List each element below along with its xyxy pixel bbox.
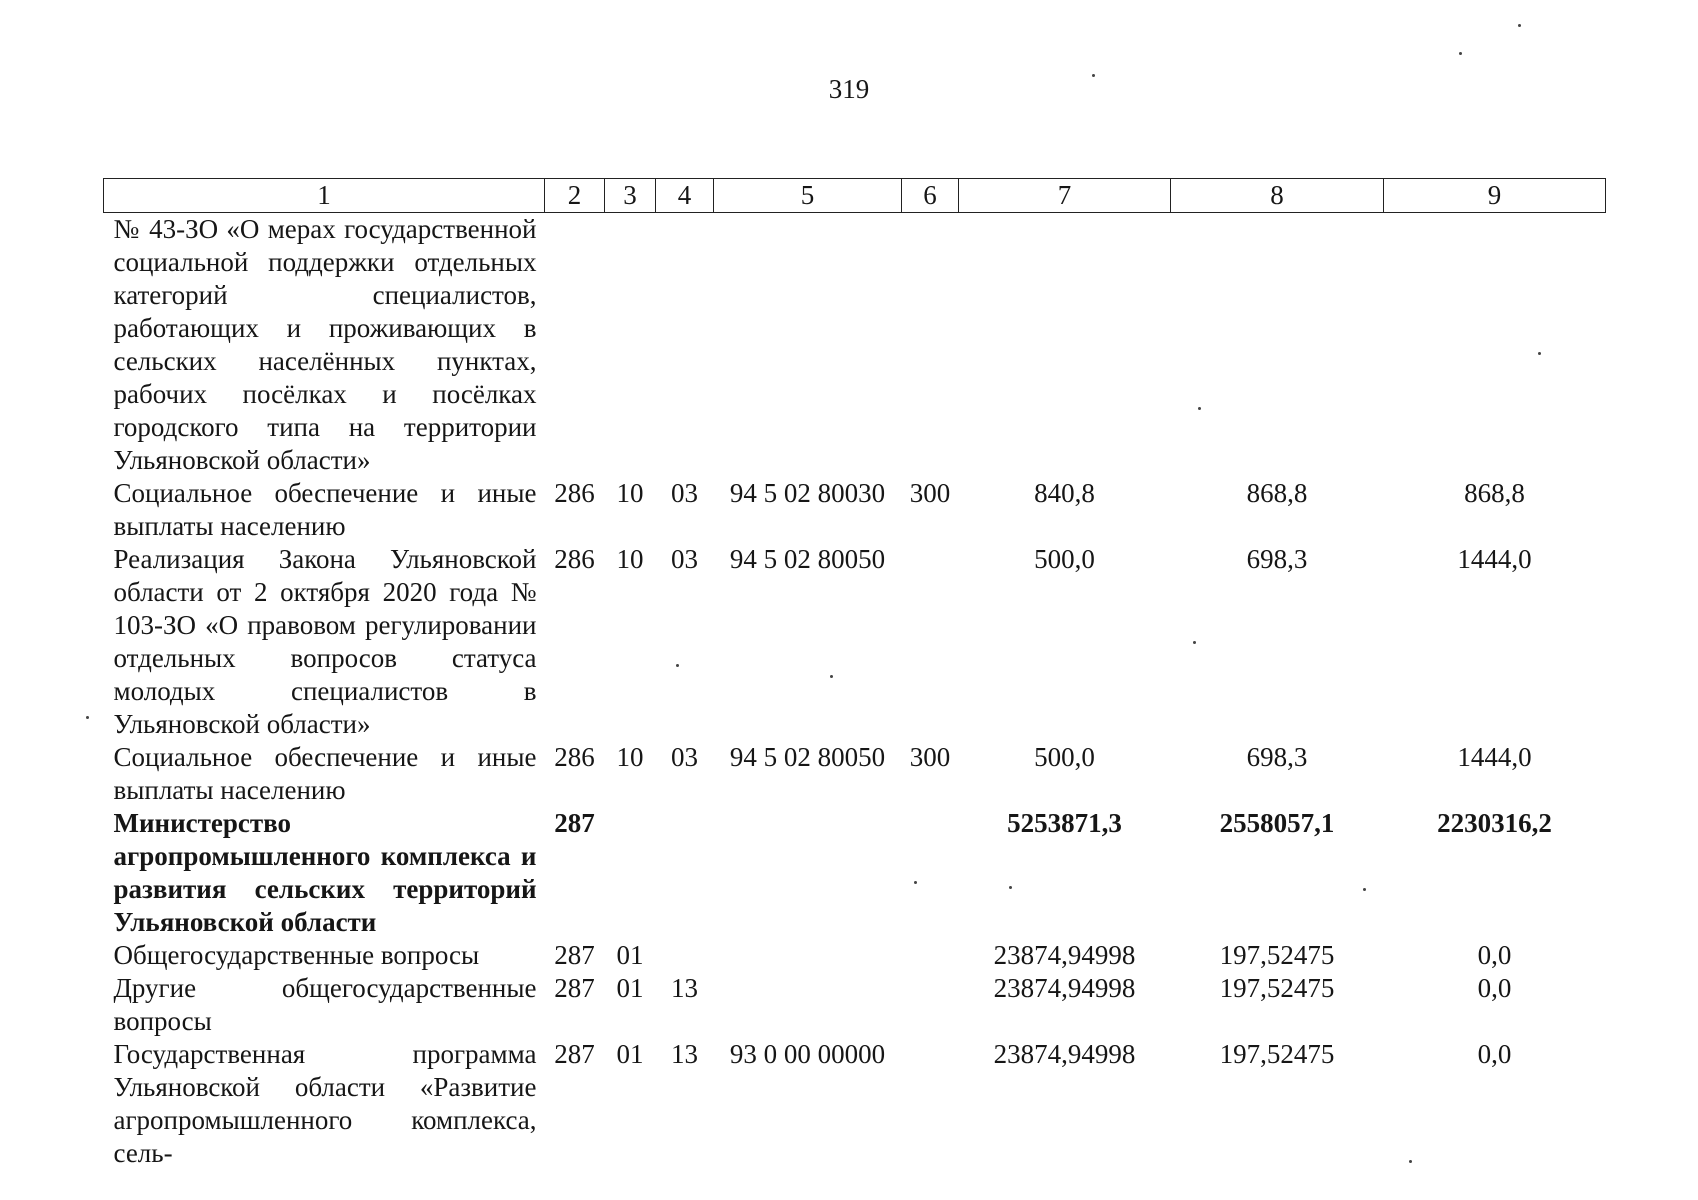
- row-expense-type: [902, 972, 959, 1038]
- row-subsection: 03: [671, 478, 698, 508]
- row-target-item: [714, 972, 902, 1038]
- row-target-item: 93 0 00 00000: [729, 1039, 886, 1069]
- header-col-6: 6: [902, 179, 959, 213]
- row-admin-code: 287: [554, 1039, 595, 1069]
- table-row: [104, 477, 1606, 543]
- row-amount-year-1: [959, 213, 1171, 478]
- table-row: [104, 1038, 1606, 1170]
- row-name: № 43-ЗО «О мерах государственной социальной поддержки отдельных категорий специалистов, работающих и проживающих в сельских населённых пунктах, рабочих посёлках и посёлках городского типа на территории Ульяновской области»: [113, 214, 537, 475]
- row-subsection: 13: [671, 1039, 698, 1069]
- row-name: Социальное обеспечение и иные выплаты населению: [113, 478, 537, 541]
- row-amount-year-1: 23874,94998: [993, 1039, 1136, 1069]
- row-admin-code: 287: [554, 973, 595, 1003]
- row-amount-year-1: 5253871,3: [1007, 808, 1122, 838]
- row-subsection: 13: [671, 973, 698, 1003]
- scan-speck: [1009, 886, 1012, 889]
- row-amount-year-3: 2230316,2: [1437, 808, 1552, 838]
- row-section: 01: [616, 940, 644, 970]
- row-amount-year-1: 840,8: [1034, 478, 1095, 508]
- table-row: [104, 543, 1606, 741]
- scan-speck: [1092, 74, 1095, 77]
- row-expense-type: 300: [909, 742, 951, 772]
- page-number: 319: [828, 74, 870, 104]
- scan-speck: [86, 716, 89, 719]
- header-col-4: 4: [656, 179, 714, 213]
- scan-speck: [1409, 1160, 1412, 1163]
- row-name: Министерство агропромышленного комплекса и развития сельских территорий Ульяновской области: [113, 808, 537, 937]
- row-amount-year-1: 500,0: [1034, 742, 1095, 772]
- header-col-9: 9: [1384, 179, 1606, 213]
- row-section: 01: [616, 973, 644, 1003]
- scan-speck: [1198, 407, 1201, 410]
- row-subsection: [656, 213, 714, 478]
- row-amount-year-3: 0,0: [1477, 1039, 1512, 1069]
- row-expense-type: [902, 213, 959, 478]
- row-subsection: 03: [671, 742, 698, 772]
- scan-speck: [914, 881, 917, 884]
- row-name: Реализация Закона Ульяновской области от 2 октября 2020 года № 103-ЗО «О правовом регулировании отдельных вопросов статуса молодых специалистов в Ульяновской области»: [113, 544, 537, 739]
- row-section: 01: [616, 1039, 644, 1069]
- row-amount-year-3: 868,8: [1464, 478, 1525, 508]
- column-number-header-row: [104, 179, 1606, 213]
- row-amount-year-2: 868,8: [1246, 478, 1308, 508]
- scan-speck: [1363, 888, 1366, 891]
- row-name: Общегосударственные вопросы: [113, 940, 480, 970]
- row-section: 10: [616, 742, 644, 772]
- row-amount-year-2: 2558057,1: [1219, 808, 1335, 838]
- row-subsection: 03: [671, 544, 698, 574]
- row-expense-type: [902, 807, 959, 939]
- row-amount-year-3: 0,0: [1477, 973, 1512, 1003]
- row-admin-code: [545, 213, 605, 478]
- header-col-3: 3: [605, 179, 656, 213]
- table-row: [104, 741, 1606, 807]
- row-amount-year-2: 698,3: [1246, 742, 1308, 772]
- row-admin-code: 286: [554, 742, 595, 772]
- row-section: 10: [616, 478, 644, 508]
- row-amount-year-2: 197,52475: [1219, 973, 1335, 1003]
- row-amount-year-3: 0,0: [1477, 940, 1512, 970]
- row-target-item: [714, 939, 902, 972]
- row-expense-type: [902, 939, 959, 972]
- scan-speck: [1459, 52, 1462, 55]
- row-section: [605, 213, 656, 478]
- row-amount-year-2: [1171, 213, 1384, 478]
- scan-speck: [676, 664, 679, 667]
- header-col-5: 5: [714, 179, 902, 213]
- row-amount-year-1: 23874,94998: [993, 940, 1136, 970]
- row-amount-year-2: 197,52475: [1219, 940, 1335, 970]
- row-subsection: [656, 807, 714, 939]
- row-amount-year-1: 500,0: [1034, 544, 1095, 574]
- row-admin-code: 287: [554, 808, 595, 838]
- row-amount-year-3: 1444,0: [1457, 742, 1532, 772]
- scan-speck: [1193, 641, 1196, 644]
- row-amount-year-2: 698,3: [1246, 544, 1308, 574]
- row-admin-code: 286: [554, 544, 595, 574]
- row-expense-type: 300: [909, 478, 951, 508]
- row-admin-code: 286: [554, 478, 595, 508]
- row-target-item: 94 5 02 80050: [729, 742, 886, 772]
- scan-speck: [1538, 352, 1541, 355]
- row-admin-code: 287: [554, 940, 595, 970]
- scan-speck: [1518, 24, 1521, 27]
- row-amount-year-3: [1384, 213, 1606, 478]
- scan-speck: [830, 675, 833, 678]
- row-amount-year-3: 1444,0: [1457, 544, 1532, 574]
- budget-table: [103, 178, 1606, 1170]
- row-name: Социальное обеспечение и иные выплаты населению: [113, 742, 537, 805]
- row-name: Государственная программа Ульяновской области «Развитие агропромышленного комплекса, сель-: [113, 1039, 537, 1168]
- row-expense-type: [902, 1038, 959, 1170]
- row-name: Другие общегосударственные вопросы: [113, 973, 537, 1036]
- row-section: [605, 807, 656, 939]
- row-target-item: [714, 213, 902, 478]
- row-target-item: 94 5 02 80030: [729, 478, 886, 508]
- table-row: [104, 972, 1606, 1038]
- row-target-item: 94 5 02 80050: [729, 544, 886, 574]
- header-col-8: 8: [1171, 179, 1384, 213]
- table-row: [104, 939, 1606, 972]
- header-col-2: 2: [545, 179, 605, 213]
- row-section: 10: [616, 544, 644, 574]
- row-amount-year-2: 197,52475: [1219, 1039, 1335, 1069]
- table-row: [104, 213, 1606, 478]
- row-subsection: [656, 939, 714, 972]
- header-col-7: 7: [959, 179, 1171, 213]
- header-col-1: 1: [104, 179, 545, 213]
- table-row-ministry-total: [104, 807, 1606, 939]
- row-amount-year-1: 23874,94998: [993, 973, 1136, 1003]
- row-expense-type: [902, 543, 959, 741]
- row-target-item: [714, 807, 902, 939]
